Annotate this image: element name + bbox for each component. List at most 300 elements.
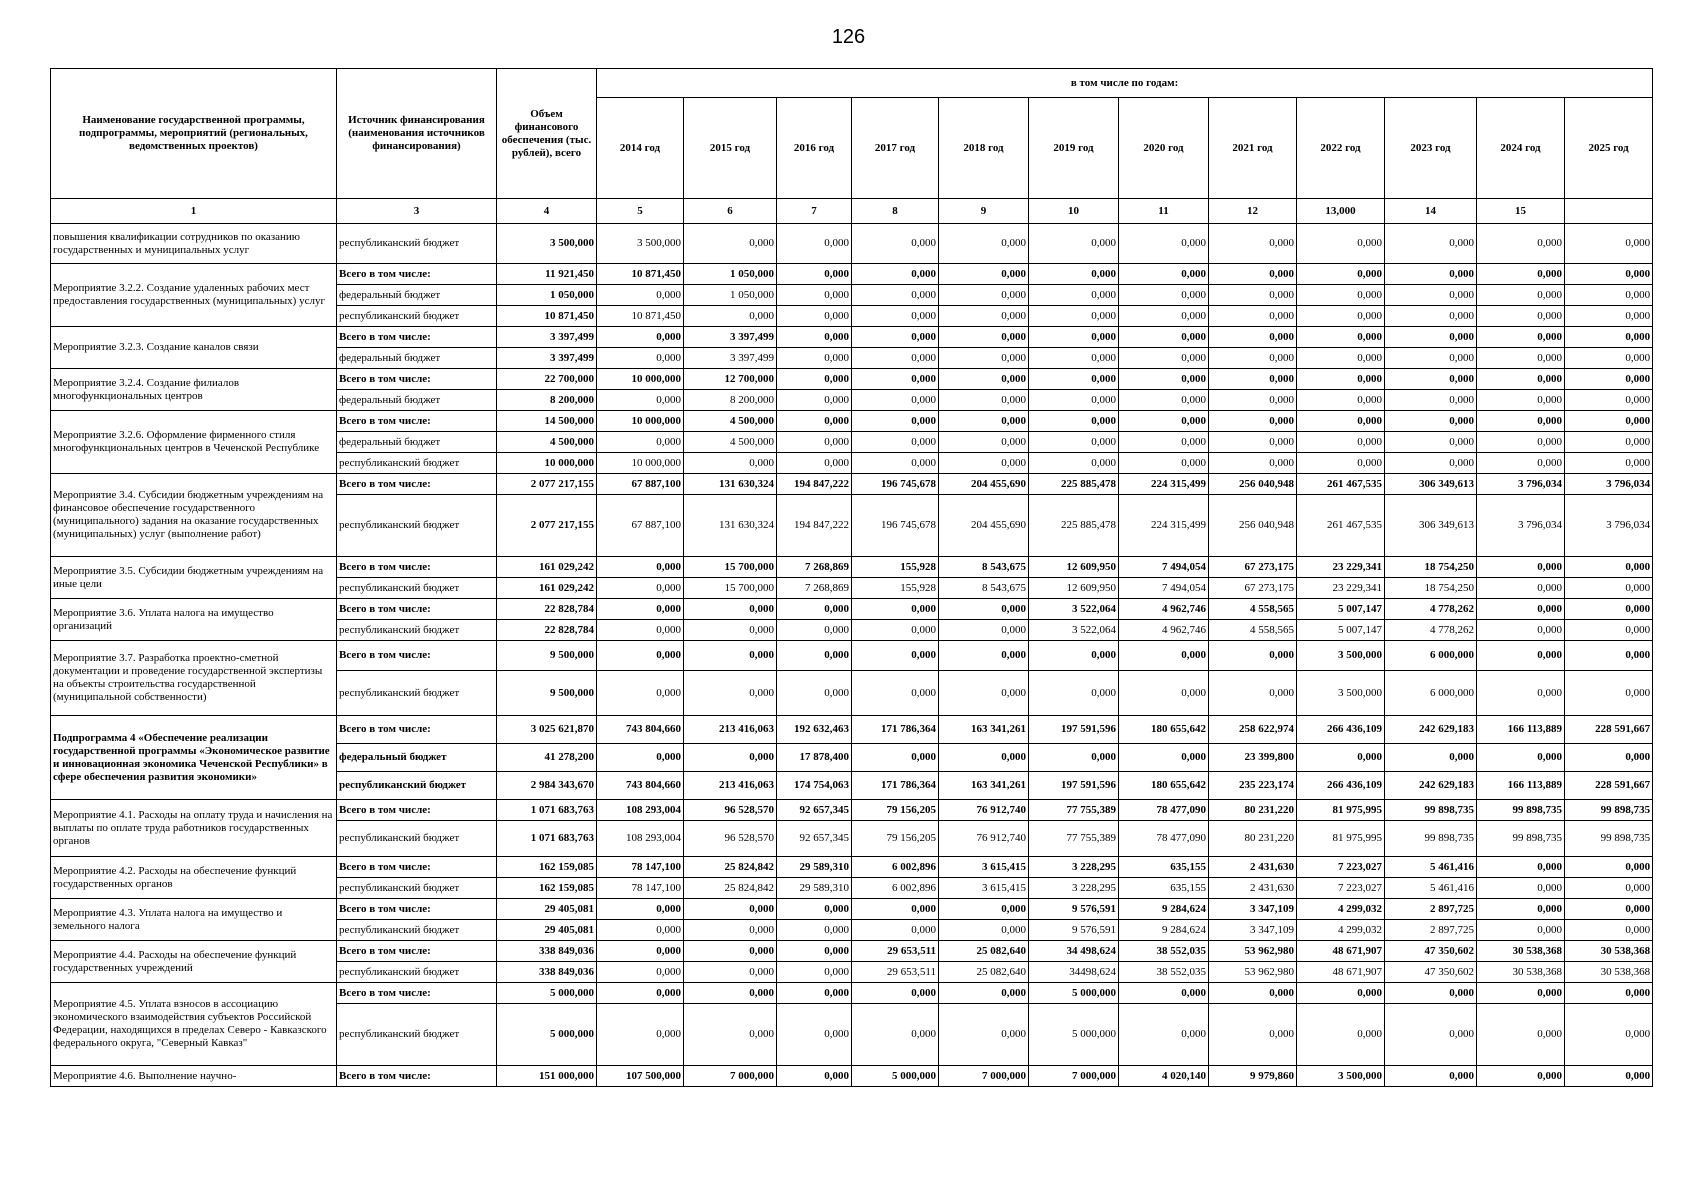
year-amount: 0,000 xyxy=(1029,369,1119,390)
total-amount: 1 071 683,763 xyxy=(497,821,597,857)
year-amount: 0,000 xyxy=(1385,224,1477,264)
year-amount: 96 528,570 xyxy=(684,800,777,821)
funding-source: республиканский бюджет xyxy=(337,306,497,327)
year-amount: 0,000 xyxy=(852,390,939,411)
year-amount: 0,000 xyxy=(684,620,777,641)
year-amount: 0,000 xyxy=(939,327,1029,348)
year-amount: 0,000 xyxy=(684,671,777,716)
year-amount: 0,000 xyxy=(1477,744,1565,772)
year-amount: 0,000 xyxy=(1029,224,1119,264)
year-amount: 0,000 xyxy=(1565,264,1653,285)
year-amount: 0,000 xyxy=(1297,327,1385,348)
total-amount: 162 159,085 xyxy=(497,857,597,878)
year-amount: 0,000 xyxy=(1029,306,1119,327)
year-amount: 99 898,735 xyxy=(1477,821,1565,857)
year-amount: 0,000 xyxy=(939,348,1029,369)
header-column-number: 5 xyxy=(597,199,684,224)
year-amount: 258 622,974 xyxy=(1209,716,1297,744)
year-amount: 18 754,250 xyxy=(1385,557,1477,578)
year-amount: 0,000 xyxy=(777,620,852,641)
year-amount: 0,000 xyxy=(1477,348,1565,369)
year-amount: 0,000 xyxy=(852,369,939,390)
year-amount: 77 755,389 xyxy=(1029,800,1119,821)
year-amount: 3 615,415 xyxy=(939,857,1029,878)
year-amount: 0,000 xyxy=(1385,390,1477,411)
funding-source: Всего в том числе: xyxy=(337,474,497,495)
year-amount: 30 538,368 xyxy=(1477,962,1565,983)
year-amount: 0,000 xyxy=(1119,432,1209,453)
year-amount: 78 147,100 xyxy=(597,878,684,899)
table-row xyxy=(51,800,1653,821)
year-amount: 0,000 xyxy=(777,369,852,390)
year-amount: 0,000 xyxy=(1477,578,1565,599)
year-amount: 0,000 xyxy=(1565,411,1653,432)
year-amount: 0,000 xyxy=(1565,641,1653,671)
header-column-number xyxy=(1565,199,1653,224)
year-amount: 0,000 xyxy=(939,369,1029,390)
year-amount: 0,000 xyxy=(852,285,939,306)
year-amount: 10 871,450 xyxy=(597,306,684,327)
year-amount: 4 299,032 xyxy=(1297,920,1385,941)
year-amount: 0,000 xyxy=(1477,641,1565,671)
year-amount: 79 156,205 xyxy=(852,821,939,857)
year-amount: 0,000 xyxy=(1029,641,1119,671)
year-amount: 0,000 xyxy=(684,306,777,327)
year-amount: 0,000 xyxy=(1209,264,1297,285)
year-amount: 0,000 xyxy=(1385,411,1477,432)
year-amount: 0,000 xyxy=(1565,369,1653,390)
year-amount: 0,000 xyxy=(1565,578,1653,599)
year-amount: 76 912,740 xyxy=(939,800,1029,821)
year-amount: 197 591,596 xyxy=(1029,772,1119,800)
year-amount: 0,000 xyxy=(939,432,1029,453)
year-amount: 0,000 xyxy=(597,983,684,1004)
activity-name: Мероприятие 4.3. Уплата налога на имущество и земельного налога xyxy=(51,899,337,941)
year-amount: 0,000 xyxy=(939,620,1029,641)
year-amount: 0,000 xyxy=(1297,432,1385,453)
year-amount: 131 630,324 xyxy=(684,495,777,557)
year-amount: 0,000 xyxy=(1385,264,1477,285)
year-amount: 743 804,660 xyxy=(597,716,684,744)
table-row xyxy=(51,557,1653,578)
year-amount: 7 000,000 xyxy=(1029,1066,1119,1087)
year-amount: 0,000 xyxy=(1119,983,1209,1004)
year-amount: 0,000 xyxy=(852,264,939,285)
total-amount: 2 077 217,155 xyxy=(497,474,597,495)
year-amount: 0,000 xyxy=(597,920,684,941)
year-amount: 155,928 xyxy=(852,578,939,599)
year-amount: 7 223,027 xyxy=(1297,878,1385,899)
page-number: 126 xyxy=(831,26,866,48)
funding-source: республиканский бюджет xyxy=(337,453,497,474)
year-amount: 0,000 xyxy=(1297,453,1385,474)
year-amount: 0,000 xyxy=(597,390,684,411)
year-amount: 635,155 xyxy=(1119,857,1209,878)
year-amount: 0,000 xyxy=(597,285,684,306)
year-amount: 224 315,499 xyxy=(1119,474,1209,495)
year-amount: 99 898,735 xyxy=(1565,821,1653,857)
year-amount: 8 543,675 xyxy=(939,578,1029,599)
year-amount: 0,000 xyxy=(597,941,684,962)
year-amount: 0,000 xyxy=(777,306,852,327)
year-amount: 80 231,220 xyxy=(1209,800,1297,821)
year-amount: 0,000 xyxy=(777,671,852,716)
year-amount: 0,000 xyxy=(1297,224,1385,264)
year-amount: 12 609,950 xyxy=(1029,578,1119,599)
total-amount: 1 071 683,763 xyxy=(497,800,597,821)
year-amount: 163 341,261 xyxy=(939,716,1029,744)
year-amount: 78 147,100 xyxy=(597,857,684,878)
year-amount: 224 315,499 xyxy=(1119,495,1209,557)
funding-source: Всего в том числе: xyxy=(337,800,497,821)
year-amount: 25 082,640 xyxy=(939,962,1029,983)
year-amount: 0,000 xyxy=(1119,744,1209,772)
year-amount: 0,000 xyxy=(597,557,684,578)
year-amount: 81 975,995 xyxy=(1297,800,1385,821)
table-row xyxy=(51,857,1653,878)
year-amount: 80 231,220 xyxy=(1209,821,1297,857)
year-amount: 3 397,499 xyxy=(684,348,777,369)
year-amount: 10 871,450 xyxy=(597,264,684,285)
year-amount: 0,000 xyxy=(597,620,684,641)
year-amount: 15 700,000 xyxy=(684,557,777,578)
year-amount: 743 804,660 xyxy=(597,772,684,800)
funding-source: республиканский бюджет xyxy=(337,671,497,716)
year-amount: 3 615,415 xyxy=(939,878,1029,899)
year-amount: 0,000 xyxy=(939,285,1029,306)
year-amount: 3 796,034 xyxy=(1477,495,1565,557)
year-amount: 0,000 xyxy=(1477,453,1565,474)
year-amount: 0,000 xyxy=(1565,453,1653,474)
funding-source: Всего в том числе: xyxy=(337,557,497,578)
funding-source: республиканский бюджет xyxy=(337,1004,497,1066)
year-amount: 6 000,000 xyxy=(1385,671,1477,716)
funding-source: Всего в том числе: xyxy=(337,1066,497,1087)
header-column-number: 7 xyxy=(777,199,852,224)
year-amount: 0,000 xyxy=(1565,557,1653,578)
table-row xyxy=(51,411,1653,432)
table-row xyxy=(51,641,1653,671)
year-amount: 29 653,511 xyxy=(852,962,939,983)
year-amount: 0,000 xyxy=(1477,599,1565,620)
activity-name: Мероприятие 4.1. Расходы на оплату труда и начисления на выплаты по оплате труда работников государственных органов xyxy=(51,800,337,857)
year-amount: 0,000 xyxy=(1119,411,1209,432)
year-amount: 3 347,109 xyxy=(1209,899,1297,920)
year-amount: 0,000 xyxy=(852,306,939,327)
year-amount: 38 552,035 xyxy=(1119,962,1209,983)
table-row xyxy=(51,474,1653,495)
year-amount: 0,000 xyxy=(939,641,1029,671)
year-amount: 197 591,596 xyxy=(1029,716,1119,744)
table-body xyxy=(51,224,1653,1087)
year-amount: 0,000 xyxy=(1385,453,1477,474)
year-amount: 78 477,090 xyxy=(1119,800,1209,821)
year-amount: 204 455,690 xyxy=(939,474,1029,495)
year-amount: 0,000 xyxy=(1565,1004,1653,1066)
year-amount: 5 000,000 xyxy=(1029,983,1119,1004)
table-row xyxy=(51,264,1653,285)
year-amount: 2 897,725 xyxy=(1385,920,1477,941)
year-amount: 0,000 xyxy=(852,599,939,620)
year-amount: 0,000 xyxy=(852,671,939,716)
funding-source: федеральный бюджет xyxy=(337,285,497,306)
activity-name: Мероприятие 4.6. Выполнение научно- xyxy=(51,1066,337,1087)
year-amount: 0,000 xyxy=(777,920,852,941)
total-amount: 3 397,499 xyxy=(497,327,597,348)
year-amount: 0,000 xyxy=(1209,432,1297,453)
year-amount: 0,000 xyxy=(1477,899,1565,920)
year-amount: 180 655,642 xyxy=(1119,716,1209,744)
year-amount: 108 293,004 xyxy=(597,800,684,821)
year-amount: 228 591,667 xyxy=(1565,772,1653,800)
year-amount: 10 000,000 xyxy=(597,453,684,474)
header-column-number: 14 xyxy=(1385,199,1477,224)
year-amount: 306 349,613 xyxy=(1385,495,1477,557)
year-amount: 0,000 xyxy=(1477,1004,1565,1066)
funding-source: Всего в том числе: xyxy=(337,369,497,390)
year-amount: 0,000 xyxy=(777,983,852,1004)
year-amount: 3 500,000 xyxy=(1297,671,1385,716)
year-amount: 0,000 xyxy=(1385,327,1477,348)
header-column-number: 8 xyxy=(852,199,939,224)
year-amount: 0,000 xyxy=(1119,369,1209,390)
year-amount: 0,000 xyxy=(1297,1004,1385,1066)
total-amount: 9 500,000 xyxy=(497,671,597,716)
year-amount: 0,000 xyxy=(777,285,852,306)
year-amount: 0,000 xyxy=(1209,348,1297,369)
year-amount: 8 543,675 xyxy=(939,557,1029,578)
year-amount: 0,000 xyxy=(1297,744,1385,772)
year-amount: 0,000 xyxy=(1029,453,1119,474)
year-amount: 7 268,869 xyxy=(777,557,852,578)
total-amount: 29 405,081 xyxy=(497,920,597,941)
year-amount: 0,000 xyxy=(777,264,852,285)
year-amount: 0,000 xyxy=(1385,285,1477,306)
year-amount: 635,155 xyxy=(1119,878,1209,899)
activity-name: Мероприятие 3.2.3. Создание каналов связи xyxy=(51,327,337,369)
year-amount: 78 477,090 xyxy=(1119,821,1209,857)
total-amount: 151 000,000 xyxy=(497,1066,597,1087)
year-amount: 0,000 xyxy=(939,224,1029,264)
year-amount: 108 293,004 xyxy=(597,821,684,857)
year-amount: 0,000 xyxy=(1029,327,1119,348)
total-amount: 4 500,000 xyxy=(497,432,597,453)
year-amount: 5 007,147 xyxy=(1297,620,1385,641)
total-amount: 22 700,000 xyxy=(497,369,597,390)
year-amount: 0,000 xyxy=(597,962,684,983)
year-amount: 0,000 xyxy=(1297,285,1385,306)
year-amount: 0,000 xyxy=(777,224,852,264)
year-amount: 0,000 xyxy=(1477,264,1565,285)
header-year: 2018 год xyxy=(939,98,1029,199)
year-amount: 9 979,860 xyxy=(1209,1066,1297,1087)
year-amount: 0,000 xyxy=(597,641,684,671)
year-amount: 7 223,027 xyxy=(1297,857,1385,878)
year-amount: 163 341,261 xyxy=(939,772,1029,800)
year-amount: 0,000 xyxy=(1209,390,1297,411)
year-amount: 3 228,295 xyxy=(1029,857,1119,878)
year-amount: 0,000 xyxy=(1385,369,1477,390)
funding-source: Всего в том числе: xyxy=(337,641,497,671)
year-amount: 171 786,364 xyxy=(852,716,939,744)
year-amount: 77 755,389 xyxy=(1029,821,1119,857)
table-row xyxy=(51,983,1653,1004)
year-amount: 0,000 xyxy=(1029,264,1119,285)
year-amount: 0,000 xyxy=(1029,348,1119,369)
header-year: 2016 год xyxy=(777,98,852,199)
year-amount: 3 522,064 xyxy=(1029,599,1119,620)
funding-source: федеральный бюджет xyxy=(337,432,497,453)
year-amount: 0,000 xyxy=(1477,306,1565,327)
year-amount: 0,000 xyxy=(777,411,852,432)
year-amount: 0,000 xyxy=(1119,224,1209,264)
funding-source: республиканский бюджет xyxy=(337,772,497,800)
year-amount: 4 558,565 xyxy=(1209,599,1297,620)
year-amount: 0,000 xyxy=(1209,983,1297,1004)
year-amount: 0,000 xyxy=(939,899,1029,920)
year-amount: 4 778,262 xyxy=(1385,620,1477,641)
activity-name: Мероприятие 3.6. Уплата налога на имущество организаций xyxy=(51,599,337,641)
funding-source: Всего в том числе: xyxy=(337,716,497,744)
year-amount: 0,000 xyxy=(1477,1066,1565,1087)
year-amount: 34 498,624 xyxy=(1029,941,1119,962)
year-amount: 194 847,222 xyxy=(777,495,852,557)
year-amount: 0,000 xyxy=(1297,390,1385,411)
total-amount: 41 278,200 xyxy=(497,744,597,772)
year-amount: 0,000 xyxy=(1119,390,1209,411)
total-amount: 162 159,085 xyxy=(497,878,597,899)
activity-name: Мероприятие 3.2.6. Оформление фирменного стиля многофункциональных центров в Чеченской Республике xyxy=(51,411,337,474)
year-amount: 0,000 xyxy=(1209,671,1297,716)
year-amount: 0,000 xyxy=(777,641,852,671)
activity-name: Мероприятие 3.5. Субсидии бюджетным учреждениям на иные цели xyxy=(51,557,337,599)
year-amount: 0,000 xyxy=(1209,369,1297,390)
year-amount: 1 050,000 xyxy=(684,264,777,285)
year-amount: 67 887,100 xyxy=(597,495,684,557)
year-amount: 0,000 xyxy=(1565,983,1653,1004)
total-amount: 22 828,784 xyxy=(497,620,597,641)
activity-name: Мероприятие 3.4. Субсидии бюджетным учреждениям на финансовое обеспечение государственного (муниципального) задания на оказание государственных (муниципальных) услуг (выполнение работ) xyxy=(51,474,337,557)
year-amount: 166 113,889 xyxy=(1477,716,1565,744)
year-amount: 67 887,100 xyxy=(597,474,684,495)
year-amount: 0,000 xyxy=(777,1066,852,1087)
header-year: 2022 год xyxy=(1297,98,1385,199)
year-amount: 0,000 xyxy=(852,432,939,453)
funding-source: Всего в том числе: xyxy=(337,264,497,285)
year-amount: 0,000 xyxy=(1119,641,1209,671)
year-amount: 4 558,565 xyxy=(1209,620,1297,641)
year-amount: 107 500,000 xyxy=(597,1066,684,1087)
year-amount: 0,000 xyxy=(939,920,1029,941)
year-amount: 0,000 xyxy=(1477,983,1565,1004)
year-amount: 0,000 xyxy=(684,962,777,983)
funding-source: республиканский бюджет xyxy=(337,224,497,264)
year-amount: 0,000 xyxy=(777,899,852,920)
year-amount: 5 461,416 xyxy=(1385,857,1477,878)
header-column-number: 15 xyxy=(1477,199,1565,224)
header-column-number: 13,000 xyxy=(1297,199,1385,224)
total-amount: 8 200,000 xyxy=(497,390,597,411)
total-amount: 29 405,081 xyxy=(497,899,597,920)
total-amount: 2 077 217,155 xyxy=(497,495,597,557)
year-amount: 0,000 xyxy=(777,1004,852,1066)
year-amount: 0,000 xyxy=(1385,306,1477,327)
year-amount: 0,000 xyxy=(1565,285,1653,306)
year-amount: 0,000 xyxy=(597,599,684,620)
year-amount: 0,000 xyxy=(939,671,1029,716)
header-year: 2025 год xyxy=(1565,98,1653,199)
header-year: 2023 год xyxy=(1385,98,1477,199)
year-amount: 0,000 xyxy=(852,411,939,432)
year-amount: 3 796,034 xyxy=(1565,495,1653,557)
header-name: Наименование государственной программы, подпрограммы, мероприятий (региональных, ведомственных проектов) xyxy=(51,69,337,199)
year-amount: 0,000 xyxy=(852,641,939,671)
year-amount: 213 416,063 xyxy=(684,772,777,800)
total-amount: 14 500,000 xyxy=(497,411,597,432)
year-amount: 5 461,416 xyxy=(1385,878,1477,899)
year-amount: 2 431,630 xyxy=(1209,878,1297,899)
year-amount: 0,000 xyxy=(1029,285,1119,306)
year-amount: 3 500,000 xyxy=(1297,641,1385,671)
year-amount: 0,000 xyxy=(939,264,1029,285)
year-amount: 0,000 xyxy=(1209,1004,1297,1066)
year-amount: 4 778,262 xyxy=(1385,599,1477,620)
year-amount: 30 538,368 xyxy=(1565,941,1653,962)
year-amount: 25 824,842 xyxy=(684,878,777,899)
year-amount: 0,000 xyxy=(1297,306,1385,327)
year-amount: 4 020,140 xyxy=(1119,1066,1209,1087)
year-amount: 0,000 xyxy=(1119,453,1209,474)
year-amount: 0,000 xyxy=(852,1004,939,1066)
year-amount: 0,000 xyxy=(1029,390,1119,411)
total-amount: 11 921,450 xyxy=(497,264,597,285)
total-amount: 161 029,242 xyxy=(497,578,597,599)
total-amount: 338 849,036 xyxy=(497,962,597,983)
year-amount: 0,000 xyxy=(939,744,1029,772)
year-amount: 0,000 xyxy=(1297,264,1385,285)
year-amount: 0,000 xyxy=(1029,411,1119,432)
year-amount: 17 878,400 xyxy=(777,744,852,772)
year-amount: 0,000 xyxy=(1209,453,1297,474)
year-amount: 53 962,980 xyxy=(1209,962,1297,983)
header-year: 2020 год xyxy=(1119,98,1209,199)
year-amount: 0,000 xyxy=(1477,224,1565,264)
year-amount: 0,000 xyxy=(777,390,852,411)
year-amount: 3 522,064 xyxy=(1029,620,1119,641)
year-amount: 196 745,678 xyxy=(852,474,939,495)
year-amount: 0,000 xyxy=(1477,432,1565,453)
year-amount: 0,000 xyxy=(852,348,939,369)
header-column-number: 1 xyxy=(51,199,337,224)
year-amount: 0,000 xyxy=(1119,264,1209,285)
year-amount: 48 671,907 xyxy=(1297,962,1385,983)
year-amount: 0,000 xyxy=(939,390,1029,411)
year-amount: 0,000 xyxy=(852,899,939,920)
funding-source: республиканский бюджет xyxy=(337,620,497,641)
header-column-number: 9 xyxy=(939,199,1029,224)
year-amount: 0,000 xyxy=(1209,327,1297,348)
activity-name: Подпрограмма 4 «Обеспечение реализации государственной программы «Экономическое развитие и инновационная экономика Чеченской Республики» в сфере обеспечения развития экономики» xyxy=(51,716,337,800)
header-source: Источник финансирования (наименования источников финансирования) xyxy=(337,69,497,199)
year-amount: 0,000 xyxy=(684,453,777,474)
funding-table xyxy=(50,68,1653,1087)
table-row xyxy=(51,369,1653,390)
year-amount: 0,000 xyxy=(939,599,1029,620)
funding-source: Всего в том числе: xyxy=(337,599,497,620)
year-amount: 0,000 xyxy=(852,744,939,772)
total-amount: 1 050,000 xyxy=(497,285,597,306)
year-amount: 0,000 xyxy=(1385,348,1477,369)
